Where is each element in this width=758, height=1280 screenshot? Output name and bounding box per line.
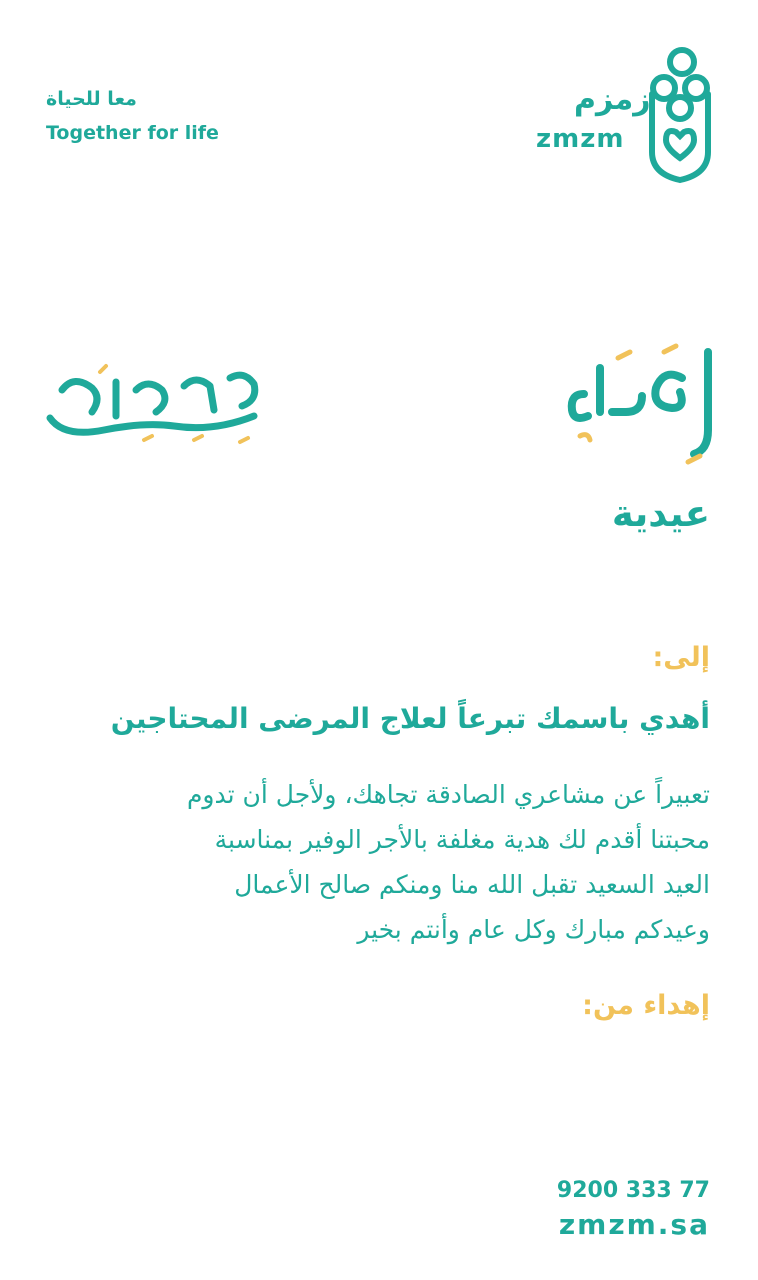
eid-said-calligraphy xyxy=(44,360,266,450)
logo-text-arabic: زمزم xyxy=(574,82,651,117)
website-url: zmzm.sa xyxy=(558,1208,710,1241)
message-line: العيد السعيد تقبل الله منا ومنكم صالح الأعمال xyxy=(234,870,710,899)
card-message xyxy=(90,772,710,952)
logo-text-english: zmzm xyxy=(536,124,625,154)
phone-number: 9200 333 77 xyxy=(556,1178,710,1203)
tagline-arabic: معا للحياة xyxy=(46,88,137,110)
message-line: محبتنا أقدم لك هدية مغلفة بالأجر الوفير بمناسبة xyxy=(214,825,710,854)
from-label: إهداء من: xyxy=(582,990,710,1021)
zmzm-logo xyxy=(532,44,718,184)
family-heart-icon xyxy=(644,44,716,184)
card-subtitle: عيدية xyxy=(611,492,710,535)
message-line: تعبيراً عن مشاعري الصادقة تجاهك، ولأجل أن تدوم xyxy=(186,780,710,809)
to-label: إلى: xyxy=(652,642,710,673)
tagline-english: Together for life xyxy=(46,122,219,144)
card-headline: أهدي باسمك تبرعاً لعلاج المرضى المحتاجين xyxy=(110,702,710,735)
ihdaa-calligraphy xyxy=(560,338,720,468)
message-line: وعيدكم مبارك وكل عام وأنتم بخير xyxy=(357,915,710,944)
